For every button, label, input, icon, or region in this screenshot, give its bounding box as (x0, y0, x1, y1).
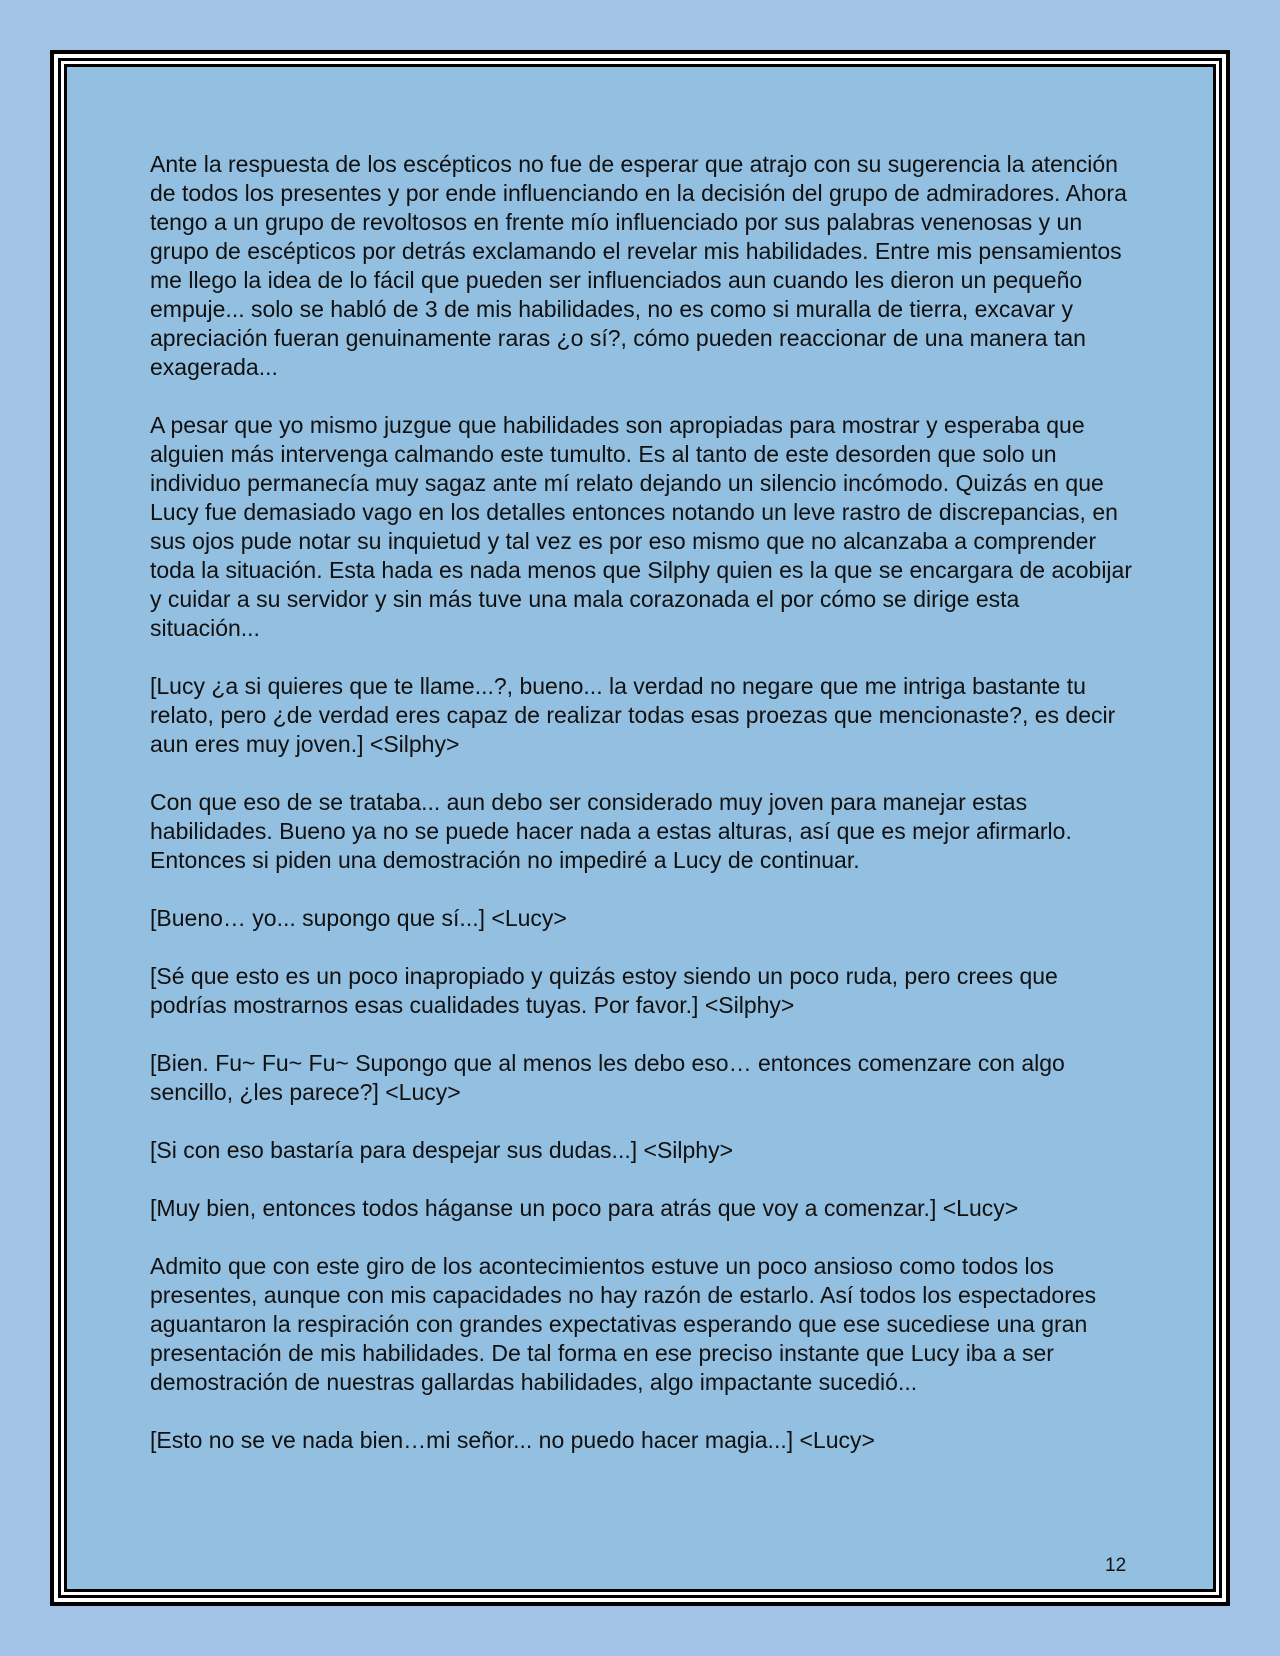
paragraph: Ante la respuesta de los escépticos no fue de esperar que atrajo con su sugerencia la atención de todos los presentes y por ende influenciando en la decisión del grupo de admiradores. Ahora tengo a un grupo de revoltosos en frente mío influenciado por sus palabras venenosas y un grupo de escépticos por detrás exclamando el revelar mis habilidades. Entre mis pensamientos me llego la idea de lo fácil que pueden ser influenciados aun cuando les dieron un pequeño empuje... solo se habló de 3 de mis habilidades, no es como si muralla de tierra, excavar y apreciación fueran genuinamente raras ¿o sí?, cómo pueden reaccionar de una manera tan exagerada... (150, 151, 1127, 380)
dialogue-line: [Bueno… yo... supongo que sí...] <Lucy> (150, 905, 567, 931)
dialogue-line: [Lucy ¿a si quieres que te llame...?, bueno... la verdad no negare que me intriga bastante tu relato, pero ¿de verdad eres capaz de realizar todas esas proezas que mencionaste?, es decir aun eres muy joven.] <Silphy> (150, 673, 1116, 757)
paragraph: Con que eso de se trataba... aun debo ser considerado muy joven para manejar estas habilidades. Bueno ya no se puede hacer nada a estas alturas, así que es mejor afirmarlo. Entonces si piden una demostración no impediré a Lucy de continuar. (150, 789, 1072, 873)
dialogue-line: [Si con eso bastaría para despejar sus dudas...] <Silphy> (150, 1137, 734, 1163)
document-body (150, 150, 1135, 1484)
dialogue-line: [Esto no se ve nada bien…mi señor... no puedo hacer magia...] <Lucy> (150, 1427, 875, 1453)
dialogue-line: [Bien. Fu~ Fu~ Fu~ Supongo que al menos les debo eso… entonces comenzare con algo sencillo, ¿les parece?] <Lucy> (150, 1050, 1065, 1105)
paragraph: Admito que con este giro de los acontecimientos estuve un poco ansioso como todos los presentes, aunque con mis capacidades no hay razón de estarlo. Así todos los espectadores aguantaron la respiración con grandes expectativas esperando que ese sucediese una gran presentación de mis habilidades. De tal forma en ese preciso instante que Lucy iba a ser demostración de nuestras gallardas habilidades, algo impactante sucedió... (150, 1253, 1097, 1395)
paragraph: A pesar que yo mismo juzgue que habilidades son apropiadas para mostrar y esperaba que alguien más intervenga calmando este tumulto. Es al tanto de este desorden que solo un individuo permanecía muy sagaz ante mí relato dejando un silencio incómodo. Quizás en que Lucy fue demasiado vago en los detalles entonces notando un leve rastro de discrepancias, en sus ojos pude notar su inquietud y tal vez es por eso mismo que no alcanzaba a comprender toda la situación. Esta hada es nada menos que Silphy quien es la que se encargara de acobijar y cuidar a su servidor y sin más tuve una mala corazonada el por cómo se dirige esta situación... (150, 412, 1132, 641)
dialogue-line: [Muy bien, entonces todos háganse un poco para atrás que voy a comenzar.] <Lucy> (150, 1195, 1019, 1221)
dialogue-line: [Sé que esto es un poco inapropiado y quizás estoy siendo un poco ruda, pero crees que podrías mostrarnos esas cualidades tuyas. Por favor.] <Silphy> (150, 963, 1058, 1018)
page-number: 12 (1105, 1555, 1127, 1576)
